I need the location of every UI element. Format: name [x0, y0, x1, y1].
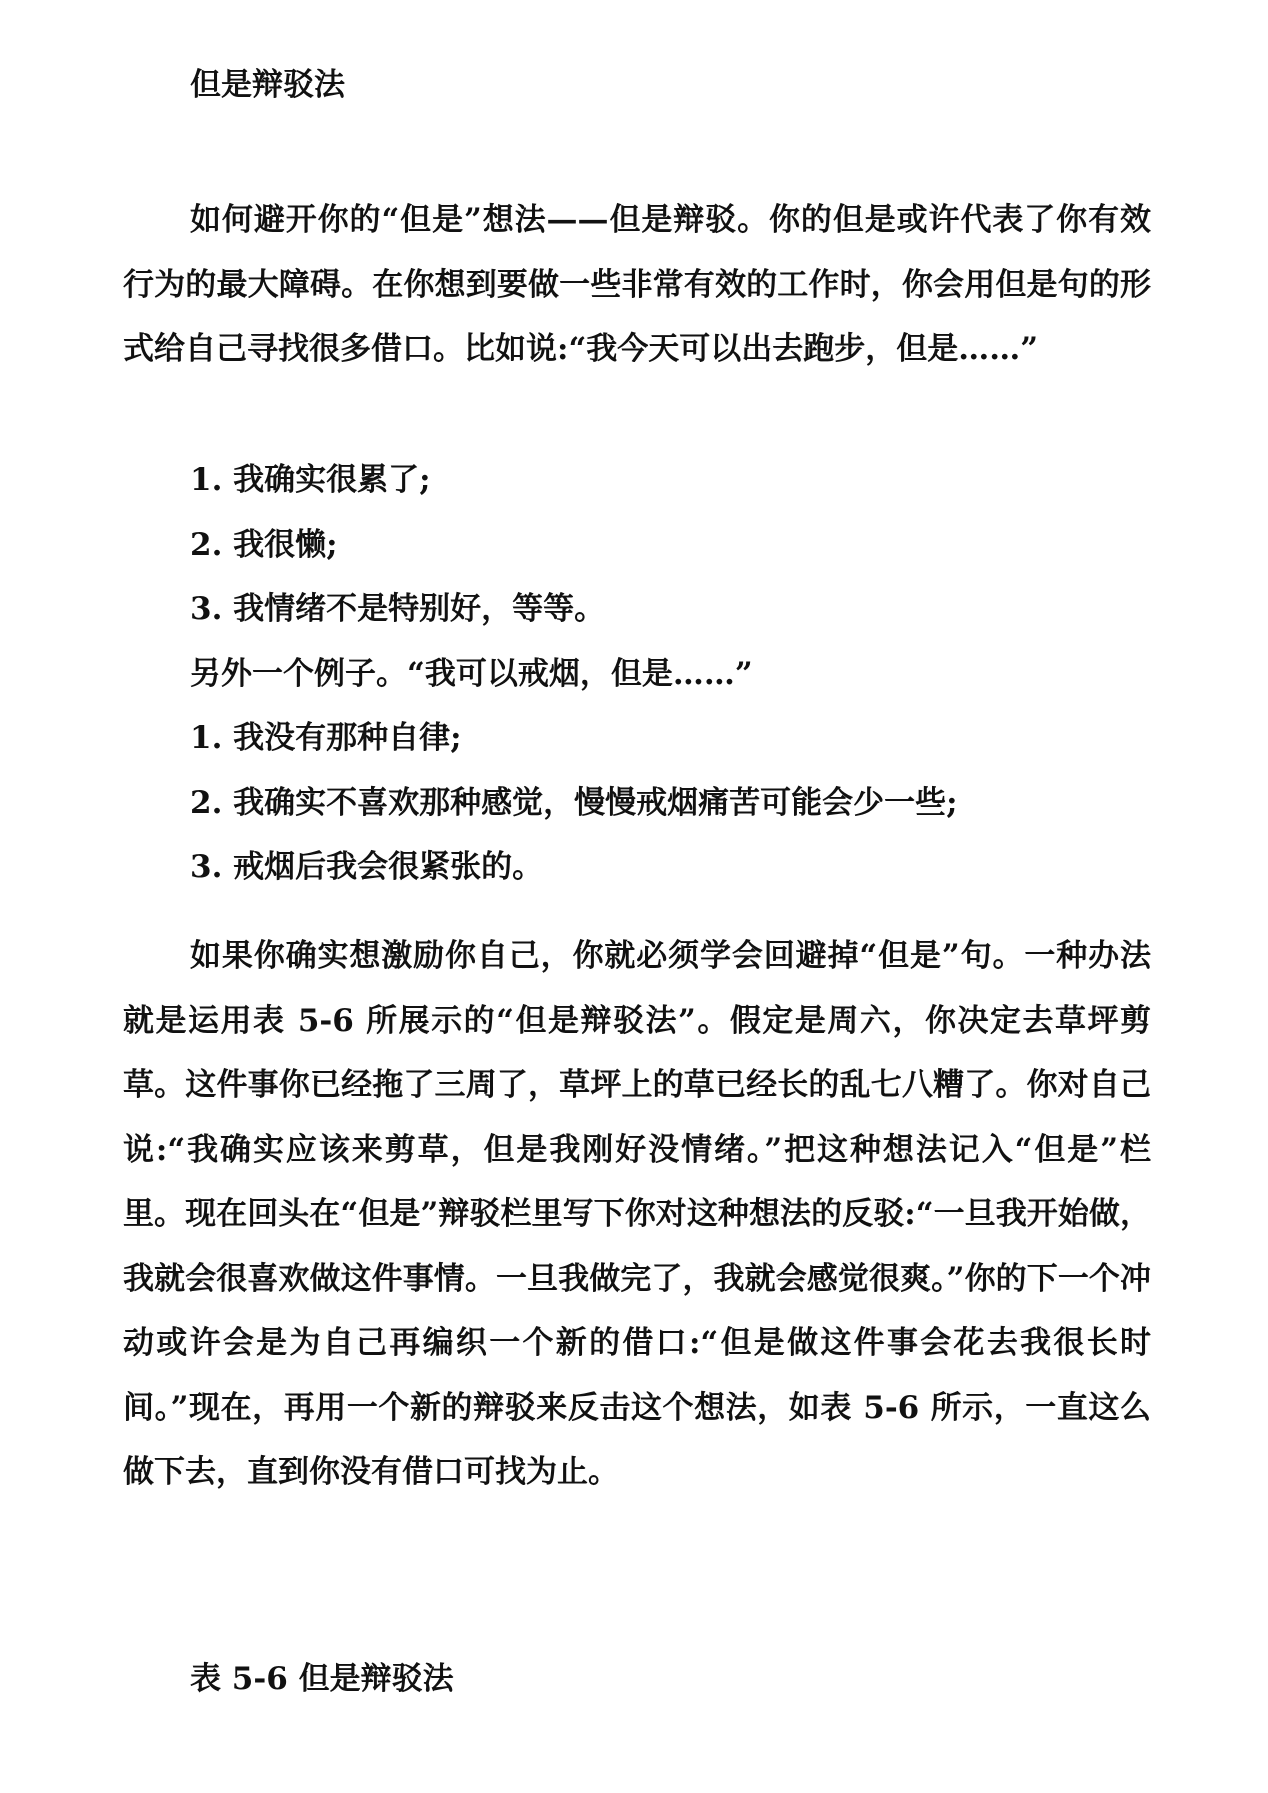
intro-paragraph: 如何避开你的“但是”想法——但是辩驳。你的但是或许代表了你有效行为的最大障碍。在你想到要做一些非常有效的工作时，你会用但是句的形式给自己寻找很多借口。比如说:“我今天可以出去跑步，但是……” [123, 202, 1151, 367]
closing-block [123, 924, 1151, 1505]
list-item: 1. 我确实很累了; [190, 462, 431, 498]
example-intro-line: 另外一个例子。“我可以戒烟，但是……” [190, 655, 753, 692]
list-item: 2. 我很懒; [190, 526, 338, 563]
list-item: 1. 我没有那种自律; [190, 720, 462, 756]
section-heading: 但是辩驳法 [190, 67, 345, 103]
list-item: 3. 戒烟后我会很紧张的。 [190, 849, 544, 885]
list-item: 2. 我确实不喜欢那种感觉，慢慢戒烟痛苦可能会少一些; [190, 784, 958, 821]
examples-block [123, 448, 1151, 900]
closing-paragraph: 如果你确实想激励你自己，你就必须学会回避掉“但是”句。一种办法就是运用表 5-6 所展示的“但是辩驳法”。假定是周六，你决定去草坪剪草。这件事你已经拖了三周了，草坪上的草已经长的乱七八糟了。你对自己说:“我确实应该来剪草，但是我刚好没情绪。”把这种想法记入“但是”栏里。现在回头在“但是”辩驳栏里写下你对这种想法的反驳:“一旦我开始做，我就会很喜欢做这件事情。一旦我做完了，我就会感觉很爽。”你的下一个冲动或许会是为自己再编织一个新的借口:“但是做这件事会花去我很长时间。”现在，再用一个新的辩驳来反击这个想法，如表 5-6 所示，一直这么做下去，直到你没有借口可找为止。 [123, 938, 1151, 1490]
intro-block [123, 188, 1151, 382]
table-caption: 表 5-6 但是辩驳法 [190, 1661, 454, 1697]
list-item: 3. 我情绪不是特别好，等等。 [190, 591, 606, 627]
